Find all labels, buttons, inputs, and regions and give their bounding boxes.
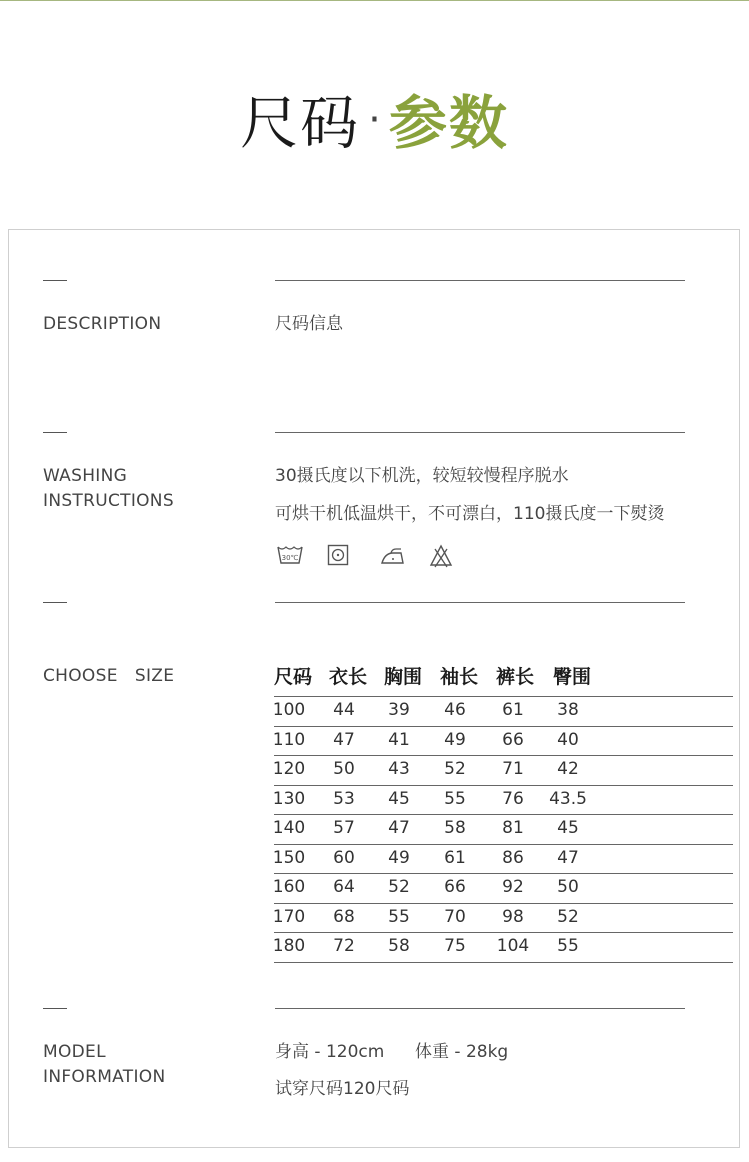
table-cell: 43 bbox=[388, 759, 410, 779]
table-cell: 72 bbox=[333, 936, 355, 956]
header-hip: 臀围 bbox=[553, 666, 592, 688]
table-cell: 49 bbox=[388, 847, 410, 868]
table-cell: 61 bbox=[444, 847, 466, 868]
table-cell: 170 bbox=[272, 906, 306, 927]
header-pants: 裤长 bbox=[496, 666, 535, 688]
washing-line1: 30摄氏度以下机洗，较短较慢程序脱水 bbox=[275, 466, 569, 486]
table-row bbox=[274, 874, 733, 904]
size-table-body bbox=[274, 697, 733, 963]
table-cell: 58 bbox=[444, 818, 466, 838]
section-dash bbox=[43, 1008, 67, 1009]
table-cell: 60 bbox=[333, 847, 355, 868]
table-cell: 42 bbox=[557, 759, 579, 779]
table-row bbox=[274, 727, 733, 757]
table-cell: 100 bbox=[272, 700, 306, 720]
table-cell: 160 bbox=[272, 877, 306, 897]
table-cell: 104 bbox=[496, 936, 530, 956]
table-cell: 50 bbox=[557, 877, 579, 897]
page-title bbox=[0, 78, 749, 165]
table-cell: 130 bbox=[272, 788, 306, 809]
table-cell: 58 bbox=[388, 936, 410, 956]
section-rule bbox=[275, 432, 685, 433]
table-cell: 47 bbox=[333, 729, 355, 750]
description-label: DESCRIPTION bbox=[43, 314, 162, 334]
top-accent-rule bbox=[0, 0, 749, 1]
table-cell: 47 bbox=[557, 847, 579, 868]
wash-temp-text: 30℃ bbox=[281, 554, 299, 562]
table-cell: 55 bbox=[388, 906, 410, 927]
table-cell: 71 bbox=[502, 759, 524, 779]
section-rule bbox=[275, 1008, 685, 1009]
table-cell: 86 bbox=[502, 847, 524, 868]
table-cell: 49 bbox=[444, 729, 466, 750]
table-cell: 150 bbox=[272, 847, 306, 868]
table-cell: 39 bbox=[388, 700, 410, 720]
table-cell: 45 bbox=[388, 788, 410, 809]
title-dot: · bbox=[368, 97, 381, 143]
tumble-dry-icon bbox=[327, 544, 349, 566]
size-table bbox=[274, 660, 733, 963]
title-main: 尺码 bbox=[240, 89, 361, 157]
table-cell: 38 bbox=[557, 700, 579, 720]
table-cell: 61 bbox=[502, 700, 524, 720]
section-dash bbox=[43, 432, 67, 433]
table-cell: 98 bbox=[502, 906, 524, 927]
table-cell: 53 bbox=[333, 788, 355, 809]
washing-line2: 可烘干机低温烘干，不可漂白，110摄氏度一下熨烫 bbox=[275, 504, 665, 524]
description-value: 尺码信息 bbox=[275, 314, 343, 334]
model-fit-size: 试穿尺码120尺码 bbox=[275, 1079, 410, 1099]
header-length: 衣长 bbox=[329, 666, 368, 688]
table-cell: 76 bbox=[502, 788, 524, 809]
section-dash bbox=[43, 602, 67, 603]
header-sleeve: 袖长 bbox=[440, 666, 479, 688]
model-label-line2: INFORMATION bbox=[43, 1067, 166, 1087]
model-height: 身高 - 120cm bbox=[275, 1042, 385, 1062]
table-row bbox=[274, 845, 733, 875]
table-cell: 52 bbox=[557, 906, 579, 927]
iron-icon bbox=[379, 544, 407, 566]
wash-30-icon bbox=[277, 544, 303, 566]
table-cell: 81 bbox=[502, 818, 524, 838]
table-cell: 40 bbox=[557, 729, 579, 750]
model-weight: 体重 - 28kg bbox=[415, 1042, 509, 1062]
no-bleach-icon bbox=[429, 544, 453, 568]
title-accent: 参数 bbox=[388, 89, 509, 157]
spec-panel bbox=[8, 229, 740, 1148]
table-cell: 66 bbox=[444, 877, 466, 897]
washing-label-line1: WASHING bbox=[43, 466, 128, 486]
table-cell: 57 bbox=[333, 818, 355, 838]
table-cell: 52 bbox=[444, 759, 466, 779]
table-cell: 180 bbox=[272, 936, 306, 956]
table-cell: 55 bbox=[557, 936, 579, 956]
size-table-header bbox=[274, 660, 733, 697]
table-row bbox=[274, 815, 733, 845]
table-row bbox=[274, 756, 733, 786]
table-cell: 52 bbox=[388, 877, 410, 897]
table-cell: 46 bbox=[444, 700, 466, 720]
table-cell: 55 bbox=[444, 788, 466, 809]
table-cell: 75 bbox=[444, 936, 466, 956]
table-row bbox=[274, 904, 733, 934]
table-row bbox=[274, 697, 733, 727]
table-cell: 43.5 bbox=[549, 788, 587, 809]
table-row bbox=[274, 786, 733, 816]
header-size: 尺码 bbox=[274, 666, 313, 688]
table-cell: 47 bbox=[388, 818, 410, 838]
table-cell: 50 bbox=[333, 759, 355, 779]
section-rule bbox=[275, 602, 685, 603]
section-rule bbox=[275, 280, 685, 281]
model-label-line1: MODEL bbox=[43, 1042, 106, 1062]
table-cell: 66 bbox=[502, 729, 524, 750]
table-cell: 45 bbox=[557, 818, 579, 838]
table-row bbox=[274, 933, 733, 963]
table-cell: 70 bbox=[444, 906, 466, 927]
table-cell: 140 bbox=[272, 818, 306, 838]
table-cell: 64 bbox=[333, 877, 355, 897]
header-chest: 胸围 bbox=[384, 666, 423, 688]
table-cell: 68 bbox=[333, 906, 355, 927]
washing-label-line2: INSTRUCTIONS bbox=[43, 491, 174, 511]
table-cell: 110 bbox=[272, 729, 306, 750]
table-cell: 92 bbox=[502, 877, 524, 897]
table-cell: 120 bbox=[272, 759, 306, 779]
table-cell: 41 bbox=[388, 729, 410, 750]
size-label: CHOOSE SIZE bbox=[43, 666, 175, 686]
table-cell: 44 bbox=[333, 700, 355, 720]
section-dash bbox=[43, 280, 67, 281]
